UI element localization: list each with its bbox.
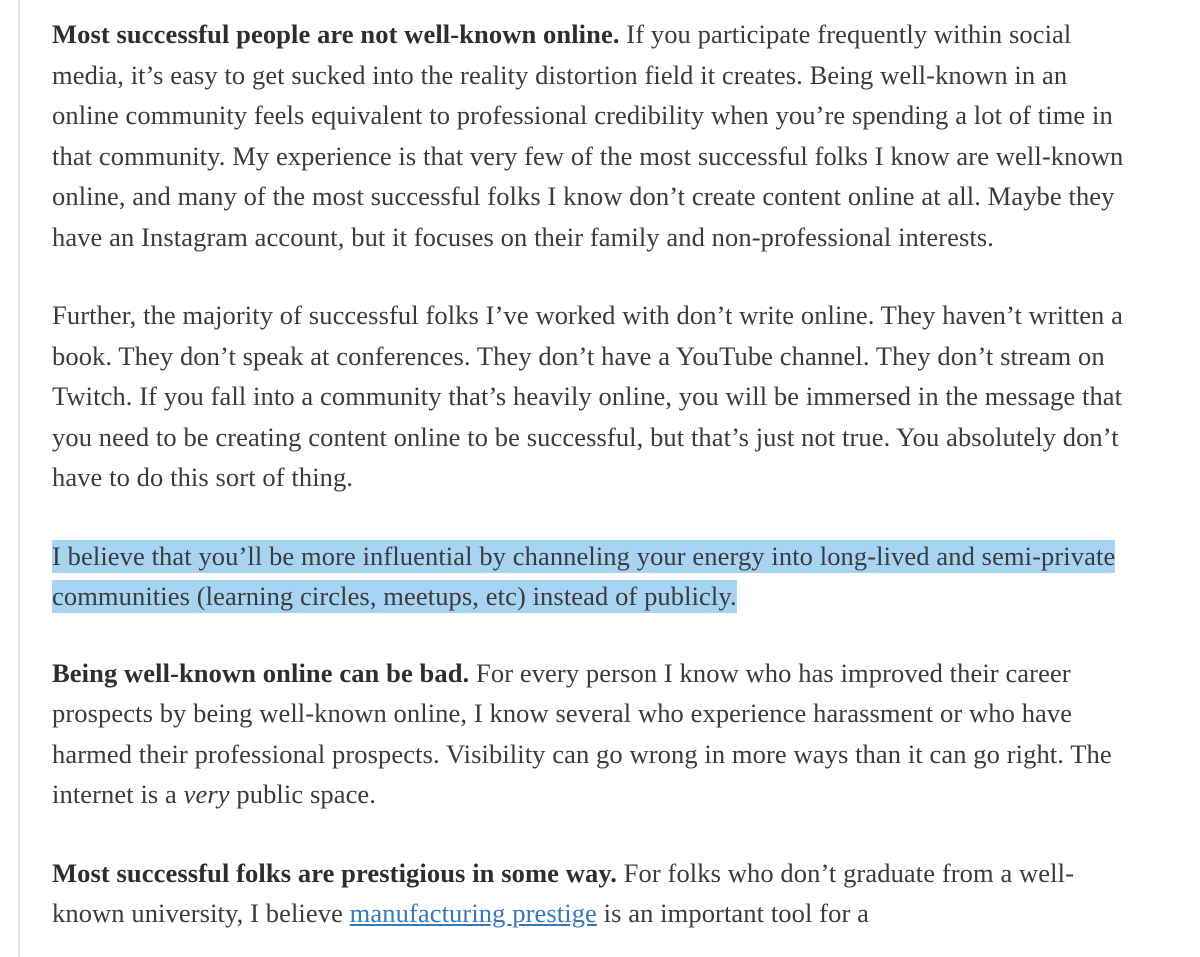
paragraph-lead-in: Being well-known online can be bad. [52, 657, 470, 688]
highlighted-text[interactable]: I believe that you’ll be more influential by channeling your energy into long-lived and semi-private communities (learning circles, meetups, etc) instead of publicly. [52, 540, 1116, 611]
manufacturing-prestige-link[interactable]: manufacturing prestige [349, 898, 597, 928]
paragraph-body-tail: is an important tool for a [596, 898, 869, 928]
emphasized-word: very [183, 779, 230, 809]
paragraph-being-well-known-can-be-bad [52, 653, 1140, 815]
paragraph-majority-dont-write-online [52, 295, 1140, 498]
paragraph-lead-in: Most successful folks are prestigious in some way. [52, 857, 617, 888]
paragraph-body: Further, the majority of successful folks I’ve worked with don’t write online. They haven’t written a book. They don’t speak at conferences. They don’t have a YouTube channel. They don’t stream on Twitch. If you fall into a community that’s heavily online, you will be immersed in the message that you need to be creating content online to be successful, but that’s just not true. You absolutely don’t have to do this sort of thing. [52, 300, 1123, 492]
paragraph-body-tail: public space. [229, 779, 377, 809]
paragraph-highlighted-belief [52, 536, 1140, 617]
paragraph-successful-people-not-well-known [52, 14, 1140, 257]
paragraph-body: If you participate frequently within social media, it’s easy to get sucked into the reality distortion field it creates. Being well-known in an online community feels equivalent to professional credibility when you’re spending a lot of time in that community. My experience is that very few of the most successful folks I know are well-known online, and many of the most successful folks I know don’t create content online at all. Maybe they have an Instagram account, but it focuses on their family and non-professional interests. [52, 19, 1124, 252]
paragraph-lead-in: Most successful people are not well-known online. [52, 19, 620, 49]
paragraph-body: For every person I know who has improved their career prospects by being well-known online, I know several who experience harassment or who have harmed their professional prospects. Visibility can go wrong in more ways than it can go right. The internet is a [52, 657, 1112, 809]
left-margin-rule [18, 0, 20, 957]
paragraph-body: For folks who don’t graduate from a well-known university, I believe [52, 857, 1075, 928]
paragraph-prestige [52, 853, 1140, 934]
